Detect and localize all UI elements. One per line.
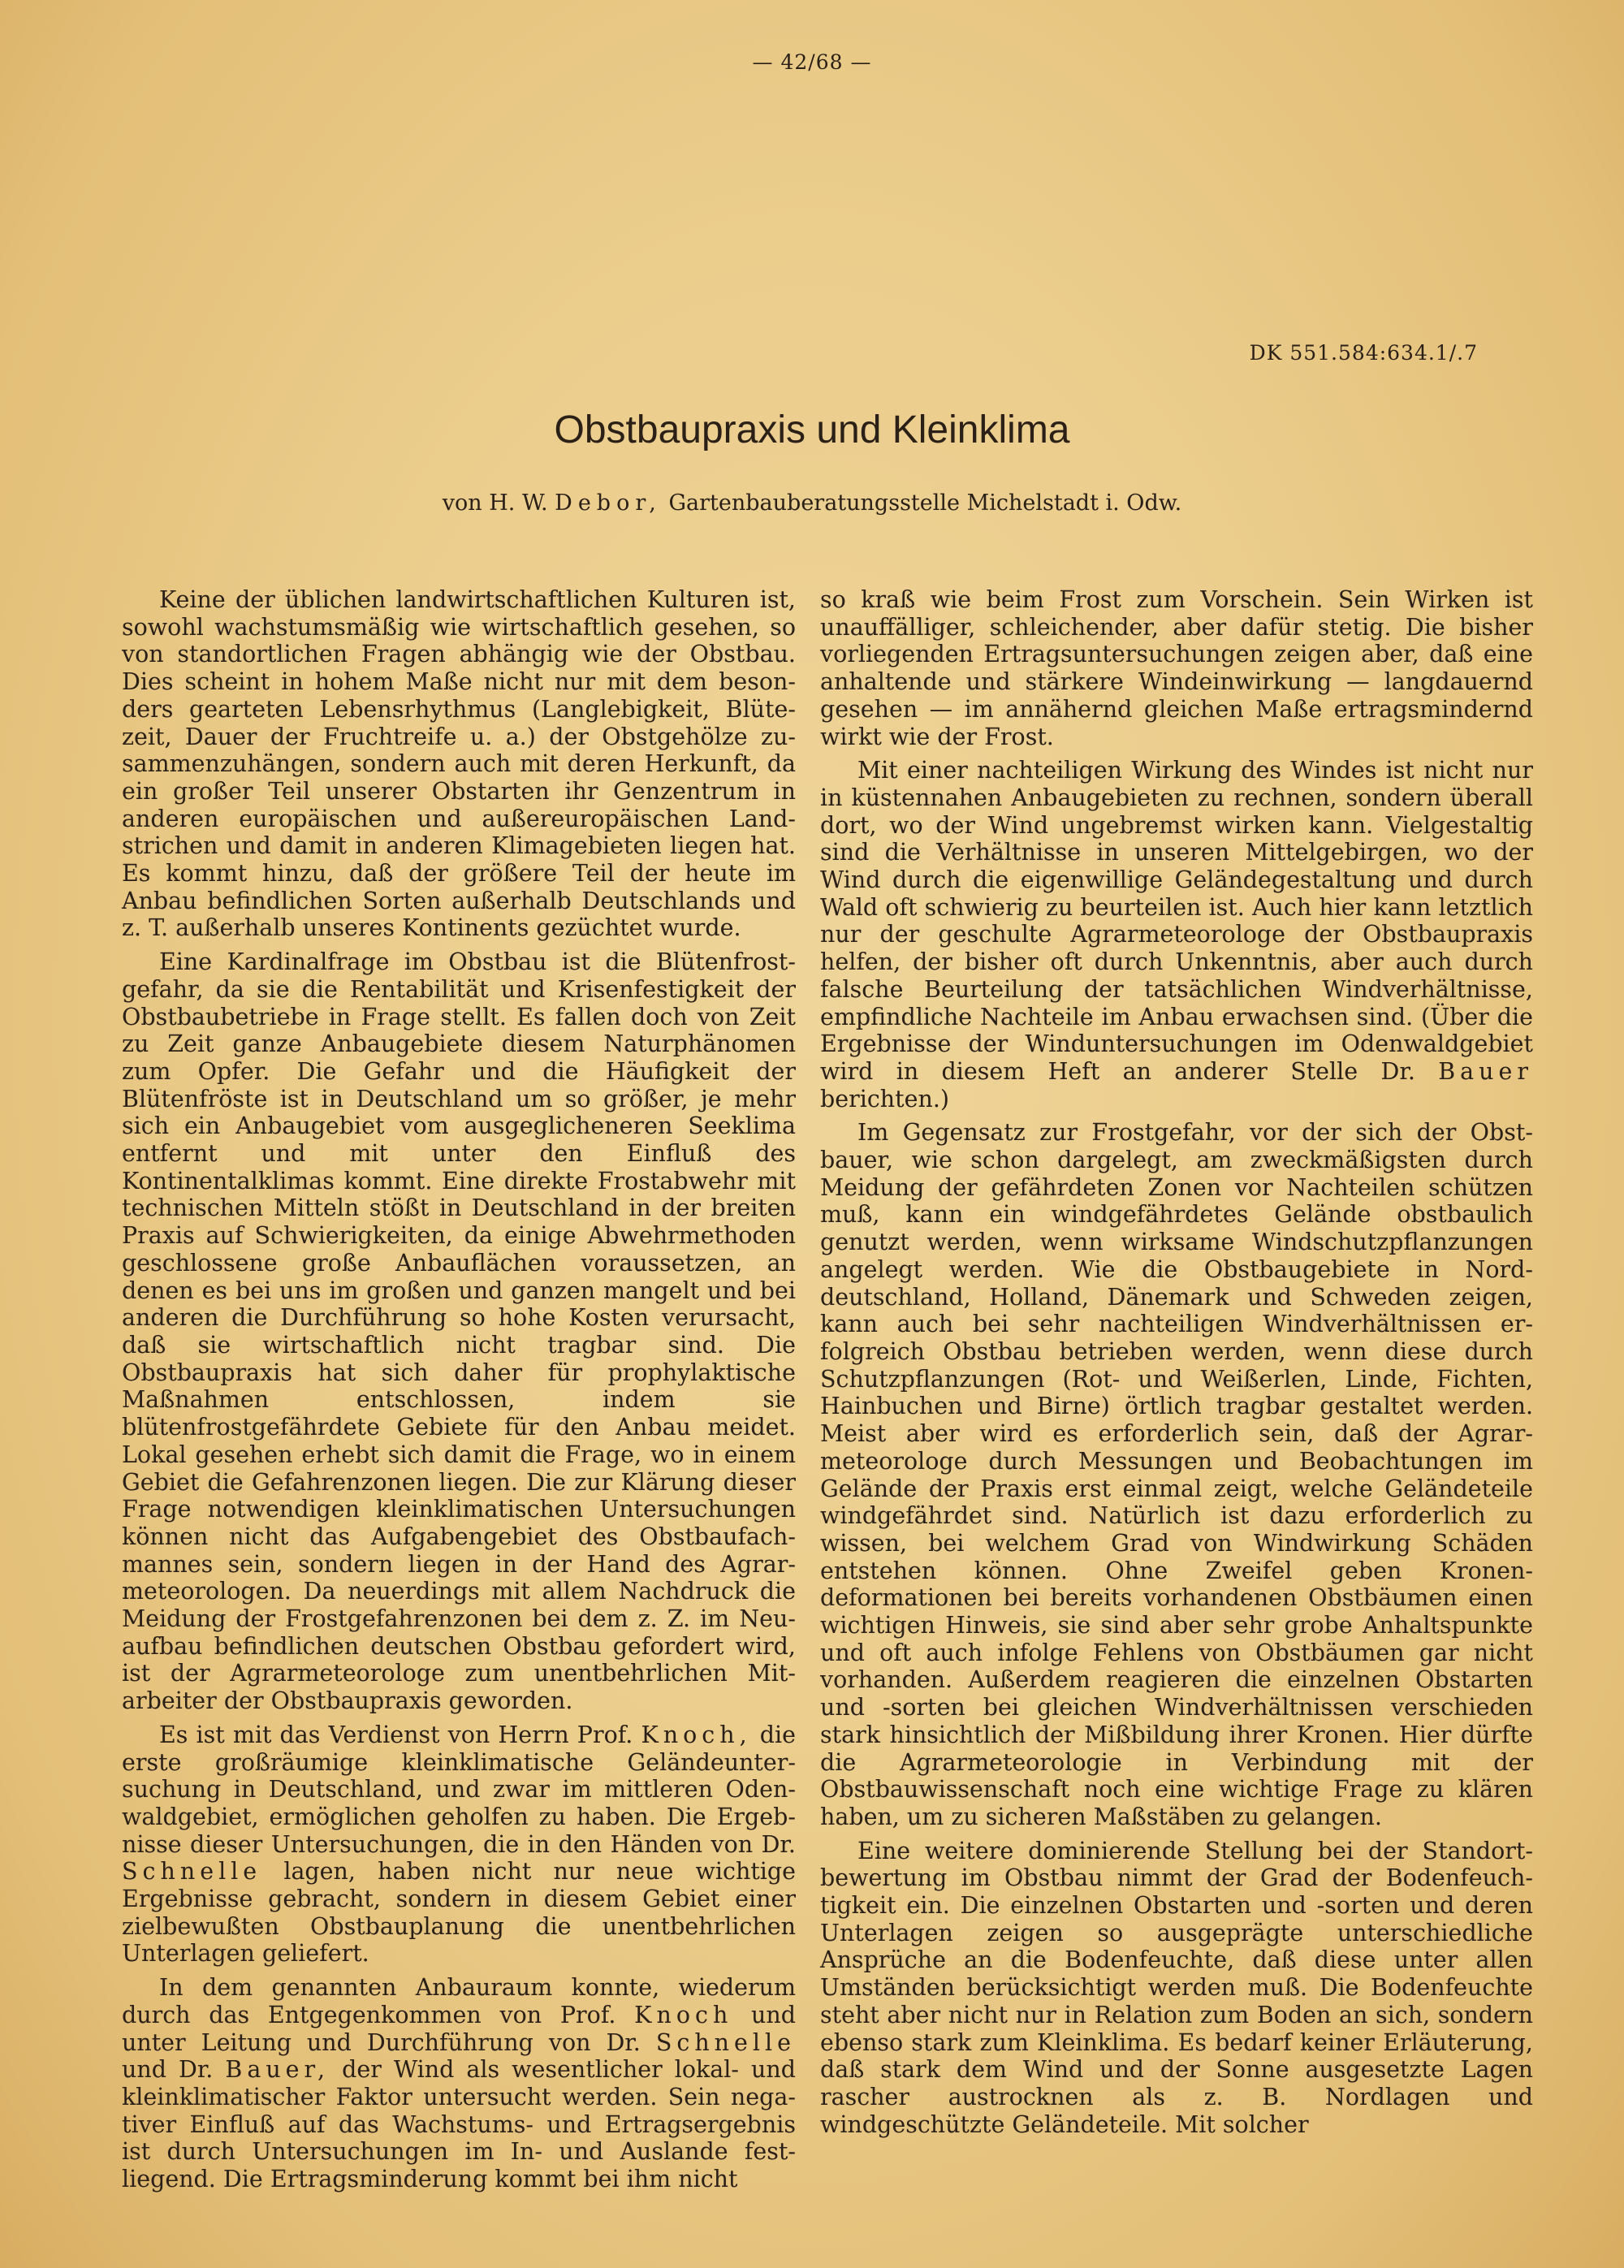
byline [0,490,1624,516]
text-run: In dem genannten Anbauraum konnte, wiederum durch das Entgegenkommen von Prof. [122,1974,796,2028]
byline-prefix: von H. W. [442,490,548,516]
byline-author: Debor, [555,490,662,516]
paragraph [122,1974,796,2193]
name-knoch: Knoch, [641,1721,752,1748]
text-run: lagen, haben nicht nur neue wichtige Ergebnisse gebracht, sondern in diesem Gebiet einer zielbewußten Obstbauplanung die unentbehrlichen Unterlagen geliefert. [122,1858,797,1968]
text-run: und unter Leitung und Durchführung von Dr. [122,2001,797,2056]
name-knoch: Knoch [634,2001,733,2028]
paragraph: Keine der üblichen landwirtschaftlichen Kulturen ist, sowohl wachstumsmäßig wie wirtschaftlich gesehen, so von standortlichen Fragen abhängig wie der Obstbau. Dies scheint in hohem Maße nicht nur mit dem besonders gearteten Lebensrhythmus (Langlebigkeit, Blütezeit, Dauer der Fruchtreife u. a.) der Obstgehölze zusammenzuhängen, sondern auch mit deren Herkunft, da ein großer Teil unserer Obstarten ihr Genzentrum in anderen europäischen und außereuropäischen Landstrichen und damit in anderen Klimagebieten liegen hat. Es kommt hinzu, daß der größere Teil der heute im Anbau befindlichen Sorten außerhalb Deutschlands und z. T. außerhalb unseres Kontinents gezüchtet wurde. [122,586,796,942]
text-run: der Wind als wesentlicher lokal- und kleinklimatischer Faktor untersucht werden. Sein negativer Einfluß auf das Wachstums- und Ertragsergebnis ist durch Untersuchungen im In- und Auslande festliegend. Die Ertragsminderung kommt bei ihm nicht [122,2056,796,2193]
name-bauer: Bauer, [225,2056,330,2084]
paragraph [820,757,1533,1112]
paragraph: Im Gegensatz zur Frostgefahr, vor der sich der Obstbauer, wie schon dargelegt, am zweckmäßigsten durch Meidung der gefährdeten Zonen vor Nachteilen schützen muß, kann ein windgefährdetes Gelände obstbaulich genutzt werden, wenn wirksame Windschutzpflanzungen angelegt werden. Wie die Obstbaugebiete in Norddeutschland, Holland, Dänemark und Schweden zeigen, kann auch bei sehr nachteiligen Windverhältnissen erfolgreich Obstbau betrieben werden, wenn diese durch Schutzpflanzungen (Rot- und Weißerlen, Linde, Fichten, Hainbuchen und Birne) örtlich tragbar gestaltet werden. Meist aber wird es erforderlich sein, daß der Agrarmeteorologe durch Messungen und Beobachtungen im Gelände der Praxis erst einmal zeigt, welche Geländeteile windgefährdet sind. Natürlich ist dazu erforderlich zu wissen, bei welchem Grad von Windwirkung Schäden entstehen können. Ohne Zweifel geben Kronendeformationen bei bereits vorhandenen Obstbäumen einen wichtigen Hinweis, sie sind aber sehr grobe Anhaltspunkte und oft auch infolge Fehlens von Obstbäumen gar nicht vorhanden. Außerdem reagieren die einzelnen Obstarten und -sorten bei gleichen Windverhältnissen verschieden stark hinsichtlich der Mißbildung ihrer Kronen. Hier dürfte die Agrarmeteorologie in Verbindung mit der Obstbauwissenschaft noch eine wichtige Frage zu klären haben, um zu sicheren Maßstäben zu gelangen. [820,1119,1533,1830]
byline-affiliation: Gartenbauberatungsstelle Michelstadt i. Odw. [668,490,1182,516]
left-column [122,586,796,2200]
paragraph: Eine weitere dominierende Stellung bei der Standortbewertung im Obstbau nimmt der Grad der Bodenfeuchtigkeit ein. Die einzelnen Obstarten und -sorten und deren Unterlagen zeigen so ausgeprägte unterschiedliche Ansprüche an die Bodenfeuchte, daß diese unter allen Umständen berücksichtigt werden muß. Die Bodenfeuchte steht aber nicht nur in Relation zum Boden an sich, sondern ebenso stark zum Kleinklima. Es bedarf keiner Erläuterung, daß stark dem Wind und der Sonne ausgesetzte Lagen rascher austrocknen als z. B. Nordlagen und windgeschützte Geländeteile. Mit solcher [820,1837,1533,2138]
paragraph [122,1722,796,1968]
name-schnelle: Schnelle [122,1858,262,1886]
text-run: und Dr. [122,2056,214,2084]
name-schnelle: Schnelle [655,2028,796,2056]
dk-classification: DK 551.584:634.1/.7 [1249,341,1478,365]
right-column [820,586,1533,2145]
text-run: die erste großräumige kleinklimatische Geländeuntersuchung in Deutschland, und zwar im mittleren Odenwaldgebiet, ermöglichen geholfen zu haben. Die Ergebnisse dieser Untersuchungen, die in den Händen von Dr. [122,1721,797,1858]
text-run: Mit einer nachteiligen Wirkung des Windes ist nicht nur in küstennahen Anbaugebieten zu rechnen, sondern überall dort, wo der Wind ungebremst wirken kann. Vielgestaltig sind die Verhältnisse in unseren Mittelgebirgen, wo der Wind durch die eigenwillige Geländegestaltung und durch Wald oft schwierig zu beurteilen ist. Auch hier kann letztlich nur der geschulte Agrarmeteorologe der Obstbaupraxis helfen, der bisher oft durch Unkenntnis, aber auch durch falsche Beurteilung der tatsächlichen Windverhältnisse, empfindliche Nachteile im Anbau erwachsen sind. (Über die Ergebnisse der Winduntersuchungen im Odenwaldgebiet wird in diesem Heft an anderer Stelle Dr. [820,757,1533,1085]
name-bauer: Bauer [1438,1057,1533,1085]
paragraph: so kraß wie beim Frost zum Vorschein. Sein Wirken ist unauffälliger, schleichender, aber dafür stetig. Die bisher vorliegenden Ertragsuntersuchungen zeigen aber, daß eine anhaltende und stärkere Windeinwirkung — langdauernd gesehen — im annähernd gleichen Maße ertragsmindernd wirkt wie der Frost. [820,586,1533,750]
paragraph: Eine Kardinalfrage im Obstbau ist die Blütenfrostgefahr, da sie die Rentabilität und Krisenfestigkeit der Obstbaubetriebe in Frage stellt. Es fallen doch von Zeit zu Zeit ganze Anbaugebiete diesem Naturphänomen zum Opfer. Die Gefahr und die Häufigkeit der Blütenfröste ist in Deutschland um so größer, je mehr sich ein Anbaugebiet vom ausgeglicheneren Seeklima entfernt und mit unter den Einfluß des Kontinentalklimas kommt. Eine direkte Frostabwehr mit technischen Mitteln stößt in Deutschland in der breiten Praxis auf Schwierigkeiten, da einige Abwehrmethoden geschlossene große Anbauflächen voraussetzen, an denen es bei uns im großen und ganzen mangelt und bei anderen die Durchführung so hohe Kosten verursacht, daß sie wirtschaftlich nicht tragbar sind. Die Obstbaupraxis hat sich daher für prophylaktische Maßnahmen entschlossen, indem sie blütenfrostgefährdete Gebiete für den Anbau meidet. Lokal gesehen erhebt sich damit die Frage, wo in einem Gebiet die Gefahrenzonen liegen. Die zur Klärung dieser Frage notwendigen kleinklimatischen Untersuchungen können nicht das Aufgabengebiet des Obstbaufachmannes sein, sondern liegen in der Hand des Agrarmeteorologen. Da neuerdings mit allem Nachdruck die Meidung der Frostgefahrenzonen bei dem z. Z. im Neuaufbau befindlichen deutschen Obstbau gefordert wird, ist der Agrarmeteorologe zum unentbehrlichen Mitarbeiter der Obstbaupraxis geworden. [122,948,796,1715]
text-run: berichten.) [820,1085,950,1112]
page-number: — 42/68 — [752,50,872,74]
text-run: Es ist mit das Verdienst von Herrn Prof. [159,1721,633,1748]
article-title: Obstbaupraxis und Kleinklima [554,408,1070,451]
